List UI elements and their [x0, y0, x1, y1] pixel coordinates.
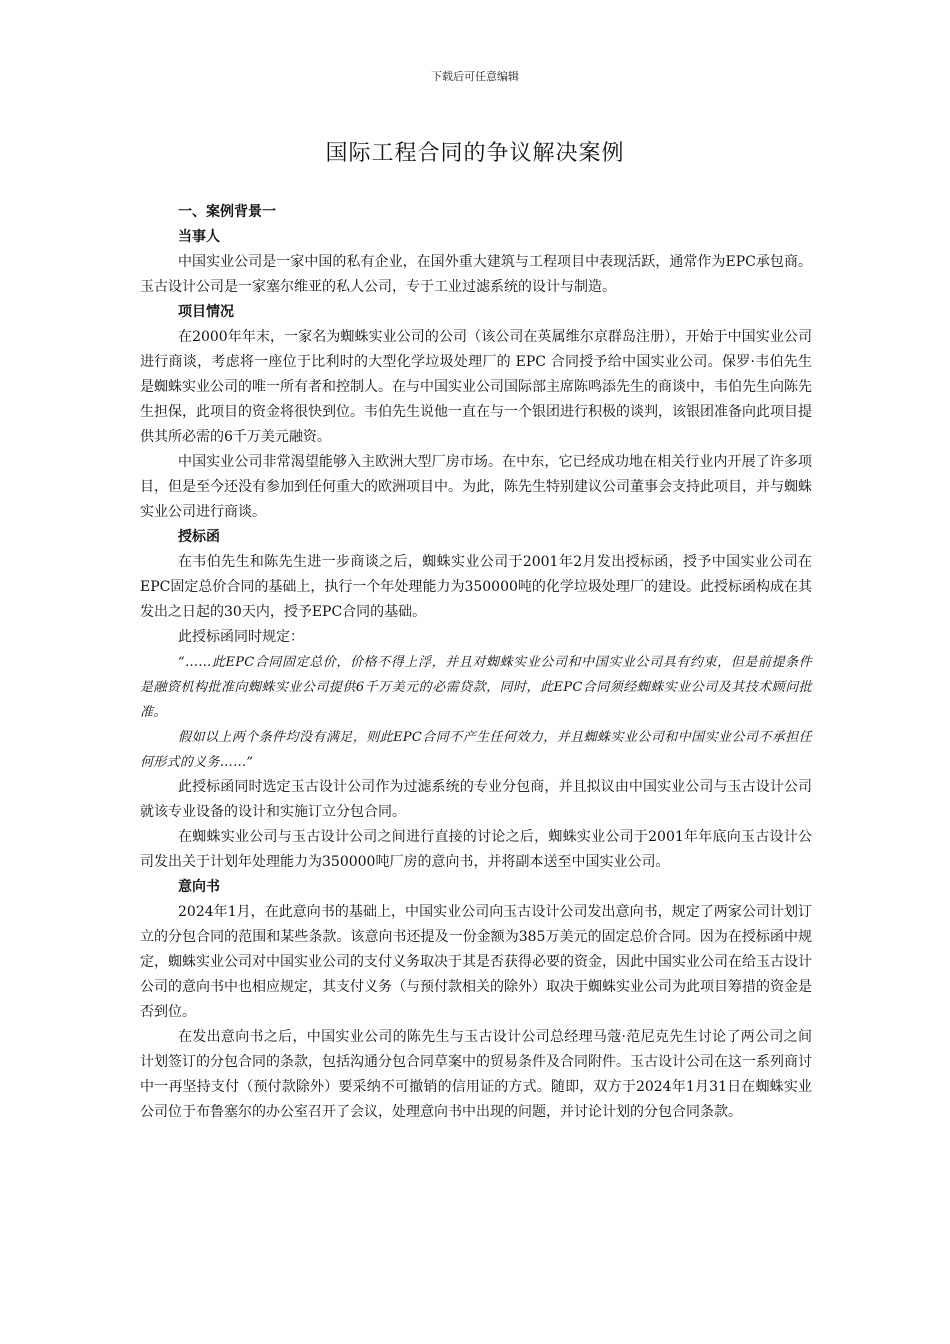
paragraph-award-4: 在蜘蛛实业公司与玉古设计公司之间进行直接的讨论之后，蜘蛛实业公司于2001年年底向玉古设计公司发出关于计划年处理能力为350000吨厂房的意向书，并将副本送至中国实业公司。 — [140, 829, 812, 870]
paragraph-intent-1: 2024年1月，在此意向书的基础上，中国实业公司向玉古设计公司发出意向书，规定了两家公司计划订立的分包合同的范围和某些条款。该意向书还提及一份金额为385万美元的固定总价合同。因为在授标函中规定，蜘蛛实业公司对中国实业公司的支付义务取决于其是否获得必要的资金，因此中国实业公司在给玉古设计公司的意向书中也相应规定，其支付义务（与预付款相关的除外）取决于蜘蛛实业公司为此项目筹措的资金是否到位。 — [140, 904, 812, 1020]
quote-award-1: “……此EPC合同固定总价，价格不得上浮，并且对蜘蛛实业公司和中国实业公司具有约束，但是前提条件是融资机构批准向蜘蛛实业公司提供6千万美元的必需贷款，同时，此EPC合同须经蜘蛛实业公司及其技术顾问批准。 — [140, 655, 812, 720]
paragraph-intent-2: 在发出意向书之后，中国实业公司的陈先生与玉古设计公司总经理马蔻·范尼克先生讨论了两公司之间计划签订的分包合同的条款，包括沟通分包合同草案中的贸易条件及合同附件。玉古设计公司在这一系列商讨中一再坚持支付（预付款除外）要采纳不可撤销的信用证的方式。随即，双方于2024年1月31日在蜘蛛实业公司位于布鲁塞尔的办公室召开了会议，处理意向书中出现的问题，并讨论计划的分包合同条款。 — [140, 1029, 812, 1120]
paragraph-award-1: 在韦伯先生和陈先生进一步商谈之后，蜘蛛实业公司于2001年2月发出授标函，授予中国实业公司在EPC固定总价合同的基础上，执行一个年处理能力为350000吨的化学垃圾处理厂的建设。此授标函构成在其发出之日起的30天内，授予EPC合同的基础。 — [140, 554, 812, 620]
document-body — [140, 200, 812, 1125]
document-title: 国际工程合同的争议解决案例 — [325, 141, 625, 166]
header-note: 下载后可任意编辑 — [431, 70, 519, 83]
paragraph-award-3: 此授标函同时选定玉古设计公司作为过滤系统的专业分包商，并且拟议由中国实业公司与玉古设计公司就该专业设备的设计和实施订立分包合同。 — [140, 779, 812, 820]
subheading-award-letter: 授标函 — [178, 529, 220, 545]
quote-award-2: 假如以上两个条件均没有满足，则此EPC合同不产生任何效力，并且蜘蛛实业公司和中国实业公司不承担任何形式的义务……” — [140, 730, 812, 770]
paragraph-project-2: 中国实业公司非常渴望能够入主欧洲大型厂房市场。在中东，它已经成功地在相关行业内开展了许多项目，但是至今还没有参加到任何重大的欧洲项目中。为此，陈先生特别建议公司董事会支持此项目，并与蜘蛛实业公司进行商谈。 — [140, 454, 812, 520]
paragraph-parties: 中国实业公司是一家中国的私有企业，在国外重大建筑与工程项目中表现活跃，通常作为EPC承包商。玉古设计公司是一家塞尔维亚的私人公司，专于工业过滤系统的设计与制造。 — [140, 254, 812, 295]
subheading-project: 项目情况 — [178, 304, 234, 320]
subheading-parties: 当事人 — [178, 229, 220, 245]
paragraph-award-2: 此授标函同时规定： — [178, 629, 304, 645]
paragraph-project-1: 在2000年年末，一家名为蜘蛛实业公司的公司（该公司在英属维尔京群岛注册），开始于中国实业公司进行商谈，考虑将一座位于比利时的大型化学垃圾处理厂的 EPC 合同授予给中国实业公司。保罗·韦伯先生是蜘蛛实业公司的唯一所有者和控制人。在与中国实业公司国际部主席陈鸣添先生的商谈中，韦伯先生向陈先生担保，此项目的资金将很快到位。韦伯先生说他一直在与一个银团进行积极的谈判，该银团准备向此项目提供其所必需的6千万美元融资。 — [140, 329, 812, 445]
section-heading-background: 一、案例背景一 — [178, 204, 276, 220]
subheading-letter-of-intent: 意向书 — [178, 879, 220, 895]
